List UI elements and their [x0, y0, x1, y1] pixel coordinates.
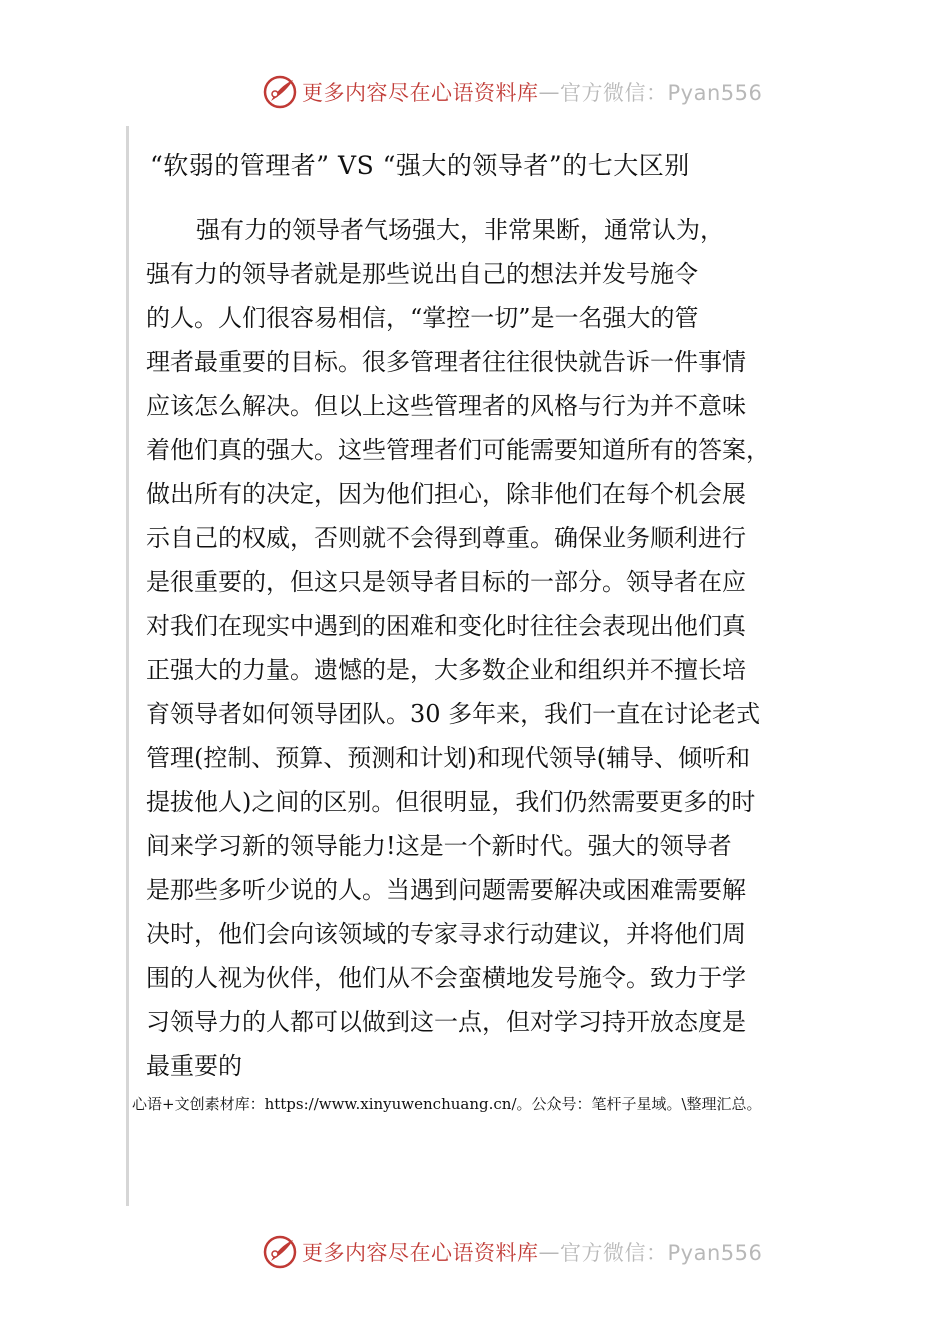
banner-brand-text: 更多内容尽在心语资料库 — [302, 81, 539, 105]
quill-logo-icon — [262, 74, 298, 110]
body-line: 是很重要的，但这只是领导者目标的一部分。领导者在应 — [146, 568, 746, 596]
body-line: 正强大的力量。遗憾的是，大多数企业和组织并不擅长培 — [146, 656, 746, 684]
body-line: 围的人视为伙伴，他们从不会蛮横地发号施令。致力于学 — [146, 964, 746, 992]
banner-dash: — — [538, 1240, 560, 1264]
quill-logo-icon — [262, 1234, 298, 1270]
document-title: “软弱的管理者” VS “强大的领导者”的七大区别 — [150, 151, 690, 180]
body-line: 强有力的领导者就是那些说出自己的想法并发号施令 — [146, 260, 698, 288]
body-line: 提拔他人)之间的区别。但很明显，我们仍然需要更多的时 — [146, 788, 756, 816]
body-line: 间来学习新的领导能力!这是一个新时代。强大的领导者 — [146, 832, 732, 860]
header-banner — [262, 72, 762, 112]
document-body — [146, 208, 786, 1088]
body-line: 是那些多听少说的人。当遇到问题需要解决或困难需要解 — [146, 876, 746, 904]
body-line: 的人。人们很容易相信，“掌控一切”是一名强大的管 — [146, 304, 699, 332]
body-line: 习领导力的人都可以做到这一点，但对学习持开放态度是 — [146, 1008, 746, 1036]
body-line: 应该怎么解决。但以上这些管理者的风格与行为并不意味 — [146, 392, 746, 420]
body-line: 管理(控制、预算、预测和计划)和现代领导(辅导、倾听和 — [146, 744, 751, 772]
body-line: 最重要的 — [146, 1052, 242, 1080]
banner-wechat-text: 官方微信：Pyan556 — [560, 81, 763, 105]
body-line: 对我们在现实中遇到的困难和变化时往往会表现出他们真 — [146, 612, 746, 640]
footer-banner — [262, 1232, 762, 1272]
body-line: 育领导者如何领导团队。30 多年来，我们一直在讨论老式 — [146, 700, 761, 728]
body-line: 示自己的权威，否则就不会得到尊重。确保业务顺利进行 — [146, 524, 746, 552]
body-line: 着他们真的强大。这些管理者们可能需要知道所有的答案， — [146, 436, 770, 464]
banner-wechat-text: 官方微信：Pyan556 — [560, 1241, 763, 1265]
banner-brand-text: 更多内容尽在心语资料库 — [302, 1241, 539, 1265]
body-line: 做出所有的决定，因为他们担心，除非他们在每个机会展 — [146, 480, 746, 508]
body-line: 强有力的领导者气场强大，非常果断，通常认为， — [196, 216, 724, 244]
banner-dash: — — [538, 80, 560, 104]
body-line: 理者最重要的目标。很多管理者往往很快就告诉一件事情 — [146, 348, 746, 376]
body-line: 决时，他们会向该领域的专家寻求行动建议，并将他们周 — [146, 920, 746, 948]
source-footnote: 心语+文创素材库：https://www.xinyuwenchuang.cn/。公众号：笔杆子星域。\整理汇总。 — [132, 1095, 762, 1113]
left-margin-rule — [126, 126, 129, 1206]
